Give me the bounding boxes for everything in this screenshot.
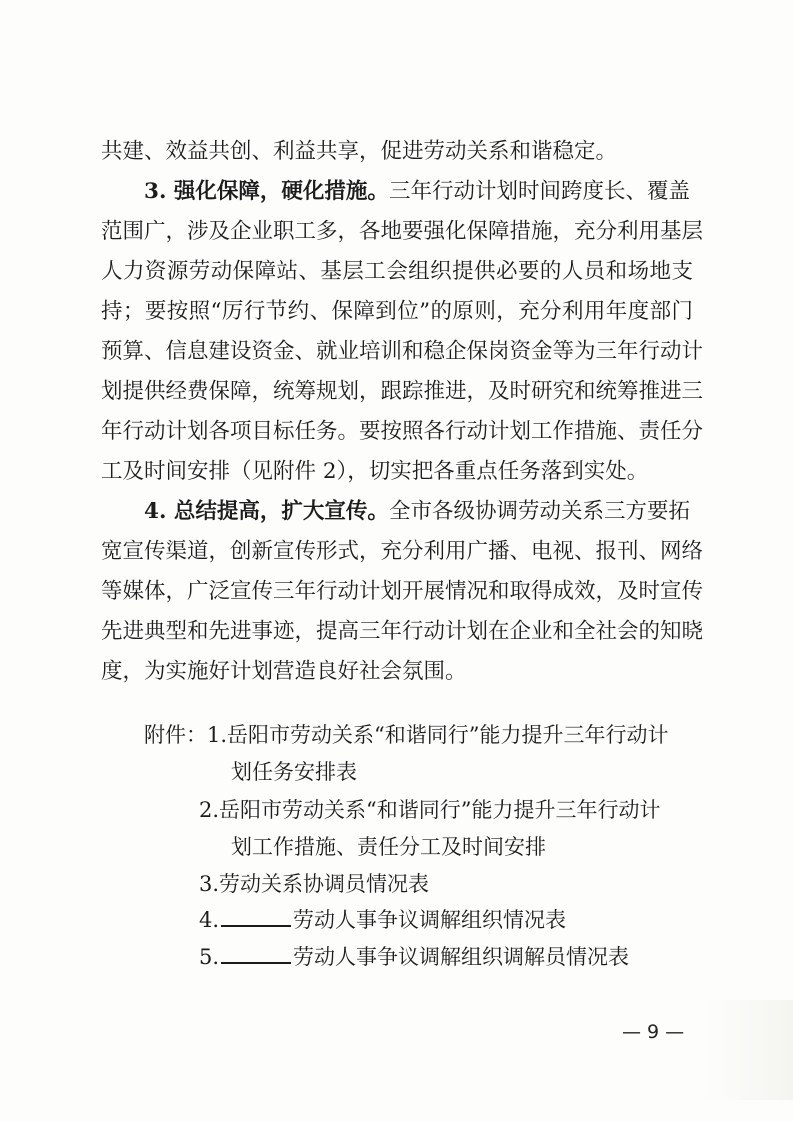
attachment-title: 劳动人事争议调解组织情况表 xyxy=(293,908,567,932)
paragraph-text: 全市各级协调劳动关系三方要拓 xyxy=(388,499,690,524)
paragraph-line: 人力资源劳动保障站、基层工会组织提供必要的人员和场地支 xyxy=(101,259,693,284)
attachment-title: 劳动人事争议调解组织调解员情况表 xyxy=(293,945,630,969)
paragraph-line: 年行动计划各项目标任务。要按照各行动计划工作措施、责任分 xyxy=(101,419,704,444)
attachment-item-5 xyxy=(199,937,629,977)
attachment-item-3 xyxy=(199,864,429,904)
paragraph-first-line xyxy=(144,492,690,532)
paragraph-line: 先进典型和先进事迹，提高三年行动计划在企业和全社会的知晓 xyxy=(101,619,704,644)
paragraph-line: 工及时间安排（见附件 2），切实把各重点任务落到实处。 xyxy=(101,459,649,484)
attachment-number: 1. xyxy=(207,723,228,747)
paragraph-line: 持；要按照“厉行节约、保障到位”的原则，充分利用年度部门 xyxy=(101,299,693,324)
section-heading: 4. 总结提高，扩大宣传。 xyxy=(144,499,389,524)
attachment-title: 岳阳市劳动关系“和谐同行”能力提升三年行动计 xyxy=(227,723,669,747)
attachment-number: 5. xyxy=(199,945,220,969)
attachment-item-1 xyxy=(144,715,669,755)
page-number: — 9 — xyxy=(622,1021,685,1043)
blank-underline xyxy=(221,907,291,927)
attachments-label: 附件： xyxy=(144,723,207,747)
attachment-title: 岳阳市劳动关系“和谐同行”能力提升三年行动计 xyxy=(219,798,661,822)
attachment-item-4 xyxy=(199,900,566,940)
attachment-number: 2. xyxy=(199,798,220,822)
paragraph-line: 等媒体，广泛宣传三年行动计划开展情况和取得成效，及时宣传 xyxy=(101,579,704,604)
paragraph-text: 三年行动计划时间跨度长、覆盖 xyxy=(388,179,690,204)
paragraph-line: 共建、效益共创、利益共享，促进劳动关系和谐稳定。 xyxy=(101,139,618,164)
paragraph-line: 划提供经费保障，统筹规划，跟踪推进，及时研究和统筹推进三 xyxy=(101,379,704,404)
attachment-title-continued: 划任务安排表 xyxy=(231,760,357,784)
attachment-item-2 xyxy=(199,790,661,830)
attachment-number: 4. xyxy=(199,908,220,932)
paragraph-line: 范围广，涉及企业职工多，各地要强化保障措施，充分利用基层 xyxy=(101,219,704,244)
paragraph-line: 预算、信息建设资金、就业培训和稳企保岗资金等为三年行动计 xyxy=(101,339,704,364)
paragraph-line: 度，为实施好计划营造良好社会氛围。 xyxy=(101,659,467,684)
attachment-title: 劳动关系协调员情况表 xyxy=(219,872,430,896)
attachment-title-continued: 划工作措施、责任分工及时间安排 xyxy=(231,835,546,859)
scan-shadow xyxy=(703,1000,793,1100)
paragraph-first-line xyxy=(144,172,690,212)
blank-underline xyxy=(221,944,291,964)
paragraph-line: 宽宣传渠道，创新宣传形式，充分利用广播、电视、报刊、网络 xyxy=(101,539,704,564)
attachment-number: 3. xyxy=(199,872,220,896)
section-heading: 3. 强化保障，硬化措施。 xyxy=(144,179,389,204)
